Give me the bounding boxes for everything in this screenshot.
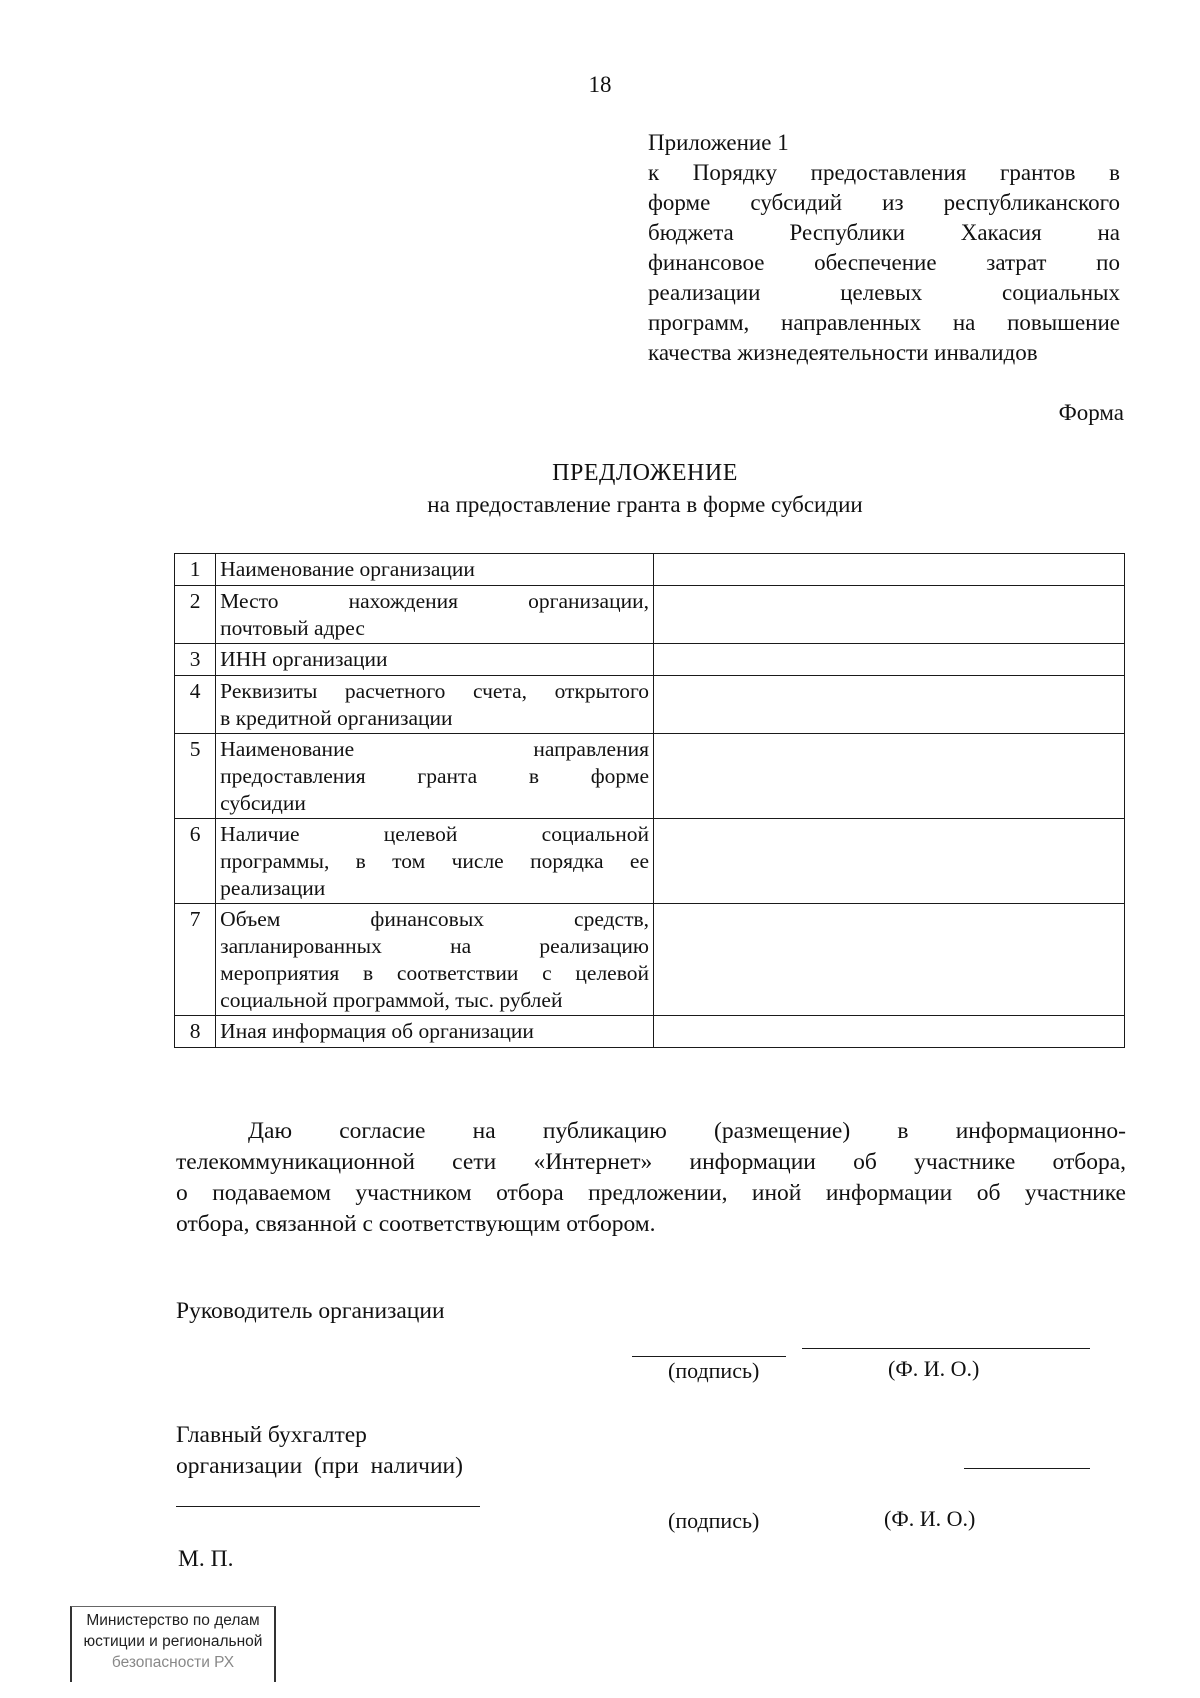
accountant-title-line1: Главный бухгалтер [176, 1422, 367, 1448]
table-row [175, 644, 1125, 676]
row-label-line: ИНН организации [220, 647, 388, 671]
appendix-line: качества жизнедеятельности инвалидов [648, 340, 1038, 365]
table-row [175, 904, 1125, 1016]
row-label-line: почтовый адрес [220, 616, 365, 640]
row-label [216, 904, 654, 1016]
page-number: 18 [588, 72, 612, 97]
appendix-line: реализации целевых социальных [648, 280, 1120, 305]
accountant-name-line[interactable] [176, 1506, 480, 1507]
row-label-line: Наименование организации [220, 557, 475, 581]
row-value[interactable] [654, 586, 1125, 644]
document-subtitle: на предоставление гранта в форме субсидии [427, 492, 863, 517]
head-signature-caption: (подпись) [668, 1358, 760, 1383]
row-number: 6 [175, 819, 216, 904]
row-value[interactable] [654, 644, 1125, 676]
row-label [216, 676, 654, 734]
row-label [216, 554, 654, 586]
row-label [216, 1016, 654, 1048]
row-label [216, 644, 654, 676]
registration-stamp [70, 1606, 276, 1682]
row-label-line: запланированных на реализацию [220, 934, 649, 958]
row-label-line: программы, в том числе порядка ее [220, 849, 649, 873]
row-label-line: в кредитной организации [220, 706, 453, 730]
row-label-line: социальной программой, тыс. рублей [220, 988, 563, 1012]
row-label-line: предоставления гранта в форме [220, 764, 649, 788]
row-label-line: Наличие целевой социальной [220, 822, 649, 846]
consent-line: отбора, связанной с соответствующим отбором. [176, 1211, 656, 1237]
table-row [175, 676, 1125, 734]
row-label-line: мероприятия в соответствии с целевой [220, 961, 649, 985]
appendix-line: к Порядку предоставления грантов в [648, 160, 1120, 185]
row-number: 3 [175, 644, 216, 676]
row-label-line: Иная информация об организации [220, 1019, 534, 1043]
row-value[interactable] [654, 904, 1125, 1016]
document-title: ПРЕДЛОЖЕНИЕ [552, 460, 738, 486]
form-label: Форма [1058, 400, 1124, 425]
row-value[interactable] [654, 734, 1125, 819]
head-signature-title: Руководитель организации [176, 1298, 445, 1324]
stamp-line: безопасности РХ [111, 1654, 235, 1671]
row-number: 7 [175, 904, 216, 1016]
row-label [216, 819, 654, 904]
row-label [216, 586, 654, 644]
appendix-line: программ, направленных на повышение [648, 310, 1120, 335]
row-number: 8 [175, 1016, 216, 1048]
row-label-line: Реквизиты расчетного счета, открытого [220, 679, 649, 703]
row-value[interactable] [654, 1016, 1125, 1048]
row-value[interactable] [654, 554, 1125, 586]
table-row [175, 734, 1125, 819]
head-name-line[interactable] [802, 1348, 1090, 1349]
row-label [216, 734, 654, 819]
accountant-signature-caption: (подпись) [668, 1508, 760, 1533]
row-number: 2 [175, 586, 216, 644]
table-row [175, 554, 1125, 586]
appendix-line: форме субсидий из республиканского [648, 190, 1120, 215]
consent-line: Даю согласие на публикацию (размещение) в информационно- [248, 1118, 1126, 1144]
appendix-line: финансовое обеспечение затрат по [648, 250, 1120, 275]
row-number: 4 [175, 676, 216, 734]
consent-paragraph [176, 1116, 1126, 1240]
row-number: 5 [175, 734, 216, 819]
accountant-title-line2: организации (при наличии) [176, 1453, 463, 1479]
table-row [175, 1016, 1125, 1048]
appendix-header [648, 128, 1120, 368]
appendix-line: Приложение 1 [648, 130, 789, 155]
row-value[interactable] [654, 819, 1125, 904]
stamp-line: Министерство по делам [86, 1612, 260, 1629]
consent-line: о подаваемом участником отбора предложении, иной информации об участнике [176, 1180, 1126, 1206]
row-label-line: Место нахождения организации, [220, 589, 649, 613]
head-name-caption: (Ф. И. О.) [888, 1356, 980, 1381]
row-label-line: Наименование направления [220, 737, 649, 761]
row-label-line: реализации [220, 876, 326, 900]
row-value[interactable] [654, 676, 1125, 734]
row-number: 1 [175, 554, 216, 586]
organization-info-table [174, 553, 1125, 1048]
table-row [175, 819, 1125, 904]
table-row [175, 586, 1125, 644]
appendix-line: бюджета Республики Хакасия на [648, 220, 1120, 245]
row-label-line: субсидии [220, 791, 306, 815]
consent-line: телекоммуникационной сети «Интернет» информации об участнике отбора, [176, 1149, 1126, 1175]
accountant-signature-line[interactable] [964, 1468, 1090, 1469]
row-label-line: Объем финансовых средств, [220, 907, 649, 931]
head-signature-line[interactable] [632, 1356, 786, 1357]
seal-place: М. П. [178, 1546, 234, 1572]
stamp-line: юстиции и региональной [83, 1633, 263, 1650]
accountant-name-caption: (Ф. И. О.) [884, 1506, 976, 1531]
